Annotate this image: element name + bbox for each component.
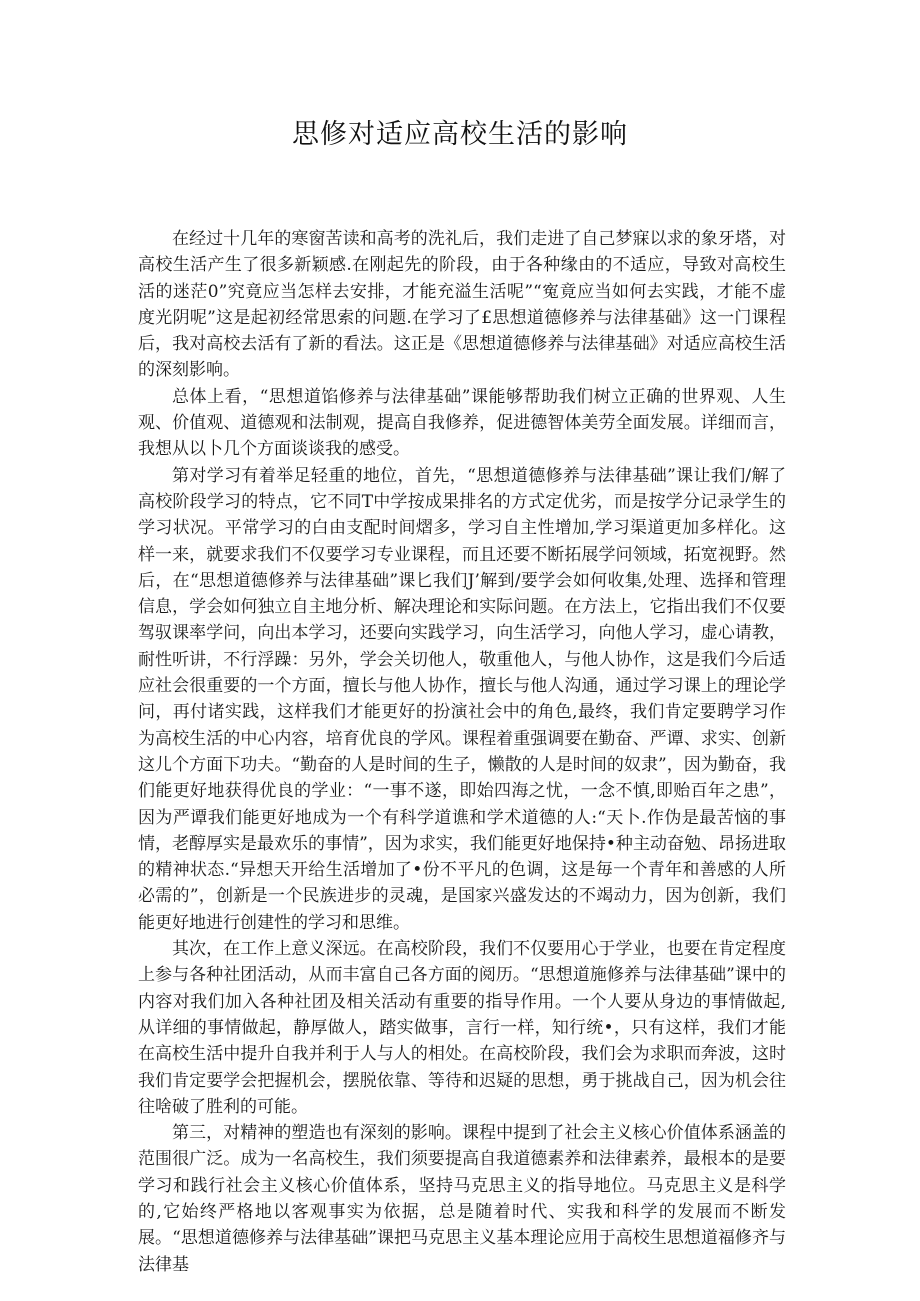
paragraph-intro: 在经过十几年的寒窗苦读和高考的洗礼后，我们走进了自己梦寐以求的象牙塔，对高校生活产生了很多新颖感.在刚起先的阶段，由于各种缘由的不适应，导致对高校生活的迷茫0”究竟应当怎样去安排，才能充溢生活呢”“寃竟应当如何去实践，才能不虚度光阴呢”这是起初经常思索的问题.在学习了£思想道德修养与法律基础》这一门课程后，我对高校去活有了新的看法。这正是《思想道德修养与法律基础》对适应高校生活的深刻影响。: [138, 229, 786, 381]
paragraph-work: 其次，在工作上意义深远。在高校阶段，我们不仅要用心于学业，也要在肯定程度上参与各种社团活动，从而丰富自己各方面的阅历。“思想道施修养与法律基础”课中的内容对我们加入各种社团及相关活动有重要的指导作用。一个人要从身边的事情做起,从详细的事情做起，静厚做人，踏实做事，言行一样，知行统•，只有这样，我们才能在高校生活中提升自我并利于人与人的相处。在高校阶段，我们会为求职而奔波，这时我们肯定要学会把握机会，摆脱依靠、等待和迟疑的思想，勇于挑战自己，因为机会往往啥破了胜利的可能。: [138, 939, 786, 1117]
paragraph-spirit: 第三，对精神的塑造也有深刻的影响。课程中提到了社会主义核心价值体系涵盖的范围很广泛。成为一名高校生，我们须要提高自我道德素养和法律素养，最根本的是要学习和践行社会主义核心价值体系，坚持马克思主义的指导地位。马克思主义是科学的,它始终严格地以客观事实为依据，总是随着时代、实我和科学的发展而不断发展。“思想道德修养与法律基础”课把马克思主义基本理论应用于高校生思想道福修齐与法律基: [138, 1123, 786, 1275]
document-title: 思修对适应高校生活的影响: [292, 119, 628, 150]
document-body: [138, 226, 786, 1278]
paragraph-study: 第对学习有着举足轻重的地位，首先，“思想道德修养与法律基础”课让我们/解了高校阶段学习的特点，它不同T中学按成果排名的方式定优劣，而是按学分记录学生的学习状况。平常学习的白由支配时间熠多，学习自主性增加,学习渠道更加多样化。这样一来，就要求我们不仅要学习专业课程，而且还要不断拓展学问领域，拓宽视野。然后，在“思想道德修养与法律基础”课匕我们J’解到/要学会如何收集,处理、选择和管理信息，学会如何独立自主地分析、解决理论和实际问题。在方法上，它指出我们不仅要驾驭课率学问，向出本学习，还要向实践学习，向生活学习，向他人学习，虚心请教，耐性听讲，不行浮躁：另外，学会关切他人，敬重他人，与他人协作，这是我们今后适应社会很重要的一个方面，擅长与他人协作，擅长与他人沟通，通过学习课上的理论学问，再付诸实践，这样我们才能更好的扮演社会中的角色,最终，我们肯定要聘学习作为高校生活的中心内容，培育优良的学风。课程着重强调要在勤奋、严谭、求实、创新这儿个方面下功夫。“勤奋的人是时间的生子，懒散的人是时间的奴隶”，因为勤奋，我们能更好地获得优良的学业：“一事不遂，即始四海之忧，一念不慎,即贻百年之患”，因为严谭我们能更好地成为一个有科学道谯和学术道德的人:“天卜.作伪是最苦恼的事情，老醇厚实是最欢乐的事情”，因为求实，我们能更好地保持•种主动奋勉、昂扬进取的精神状态.“异想天开给生活增加了•份不平凡的色调，这是毎一个青年和善感的人所必需的”，创新是一个民族进步的灵魂，是国家兴盛发达的不竭动力，因为创新，我们能更好地进行创建性的学习和思维。: [138, 465, 786, 933]
paragraph-overview: 总体上看，“思想道馅修养与法律基础”课能够帮助我们树立正确的世界观、人生观、价值观、道德观和法制观，提高自我修养，促进德智体美劳全面发展。详细而言，我想从以卜几个方面谈谈我的感受。: [138, 386, 786, 460]
